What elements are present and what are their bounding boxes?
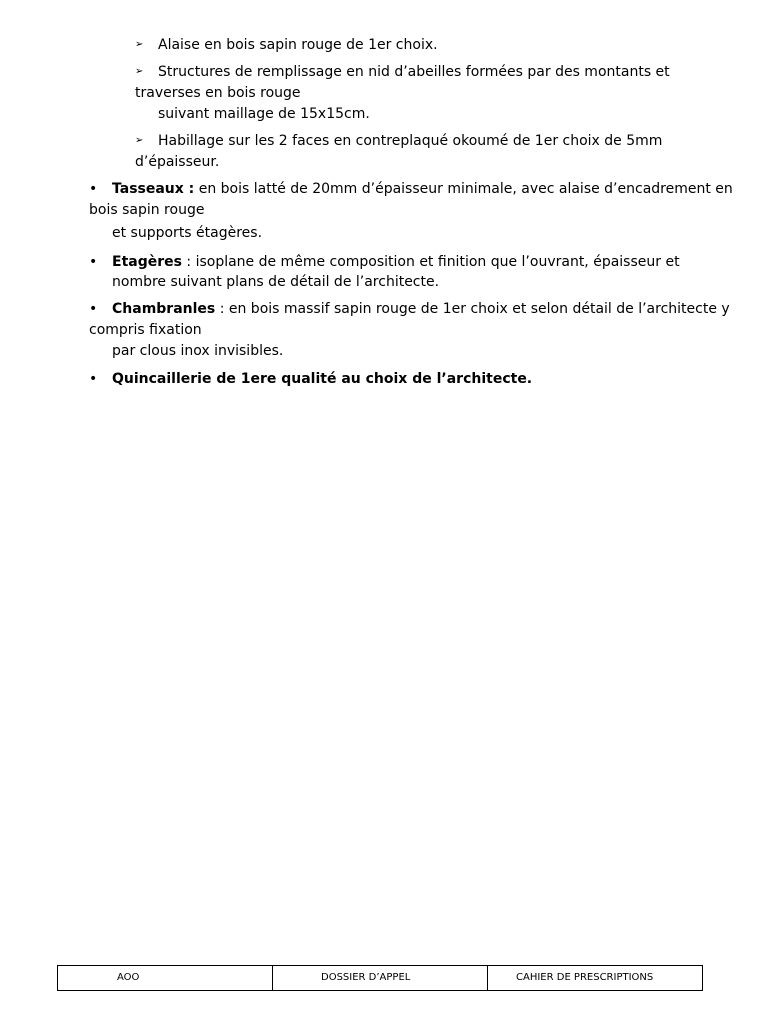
sub-item-text: Habillage sur les 2 faces en contreplaqué okoumé de 1er choix de 5mm xyxy=(158,133,663,149)
arrow-bullet-icon: ➢ xyxy=(135,135,144,146)
list-item xyxy=(112,370,532,388)
sub-item-text: traverses en bois rouge xyxy=(135,85,301,101)
footer-cell-code: AOO xyxy=(58,966,273,990)
sub-item-text: Alaise en bois sapin rouge de 1er choix. xyxy=(158,37,438,53)
bullet-icon: • xyxy=(89,371,98,387)
item-text: en bois latté de 20mm d’épaisseur minimale, avec alaise d’encadrement en xyxy=(194,181,733,197)
item-term: Quincaillerie de 1ere qualité au choix de l’architecte. xyxy=(112,371,533,387)
footer-cell-cahier: CAHIER DE PRESCRIPTIONS xyxy=(516,972,654,983)
item-text: par clous inox invisibles. xyxy=(112,343,284,359)
item-term: Etagères xyxy=(112,254,182,270)
bullet-icon: • xyxy=(89,254,98,270)
item-text: et supports étagères. xyxy=(112,225,263,241)
list-item xyxy=(112,180,733,198)
list-item xyxy=(112,300,730,318)
arrow-bullet-icon: ➢ xyxy=(135,39,144,50)
sub-item-text: Structures de remplissage en nid d’abeilles formées par des montants et xyxy=(158,64,670,80)
list-item xyxy=(112,253,680,271)
item-text: compris fixation xyxy=(89,322,202,338)
bullet-icon: • xyxy=(89,301,98,317)
item-text: : isoplane de même composition et finition que l’ouvrant, épaisseur et xyxy=(181,254,680,270)
sub-item-text: suivant maillage de 15x15cm. xyxy=(158,106,370,122)
item-term: Tasseaux : xyxy=(112,181,195,197)
arrow-bullet-icon: ➢ xyxy=(135,66,144,77)
item-term: Chambranles xyxy=(112,301,216,317)
item-text: bois sapin rouge xyxy=(89,202,205,218)
item-text: nombre suivant plans de détail de l’architecte. xyxy=(112,274,440,290)
footer-table xyxy=(57,965,703,991)
item-text: : en bois massif sapin rouge de 1er choix et selon détail de l’architecte y xyxy=(215,301,730,317)
footer-cell-dossier: DOSSIER D’APPEL xyxy=(273,966,488,990)
sub-item-text: d’épaisseur. xyxy=(135,154,220,170)
bullet-icon: • xyxy=(89,181,98,197)
